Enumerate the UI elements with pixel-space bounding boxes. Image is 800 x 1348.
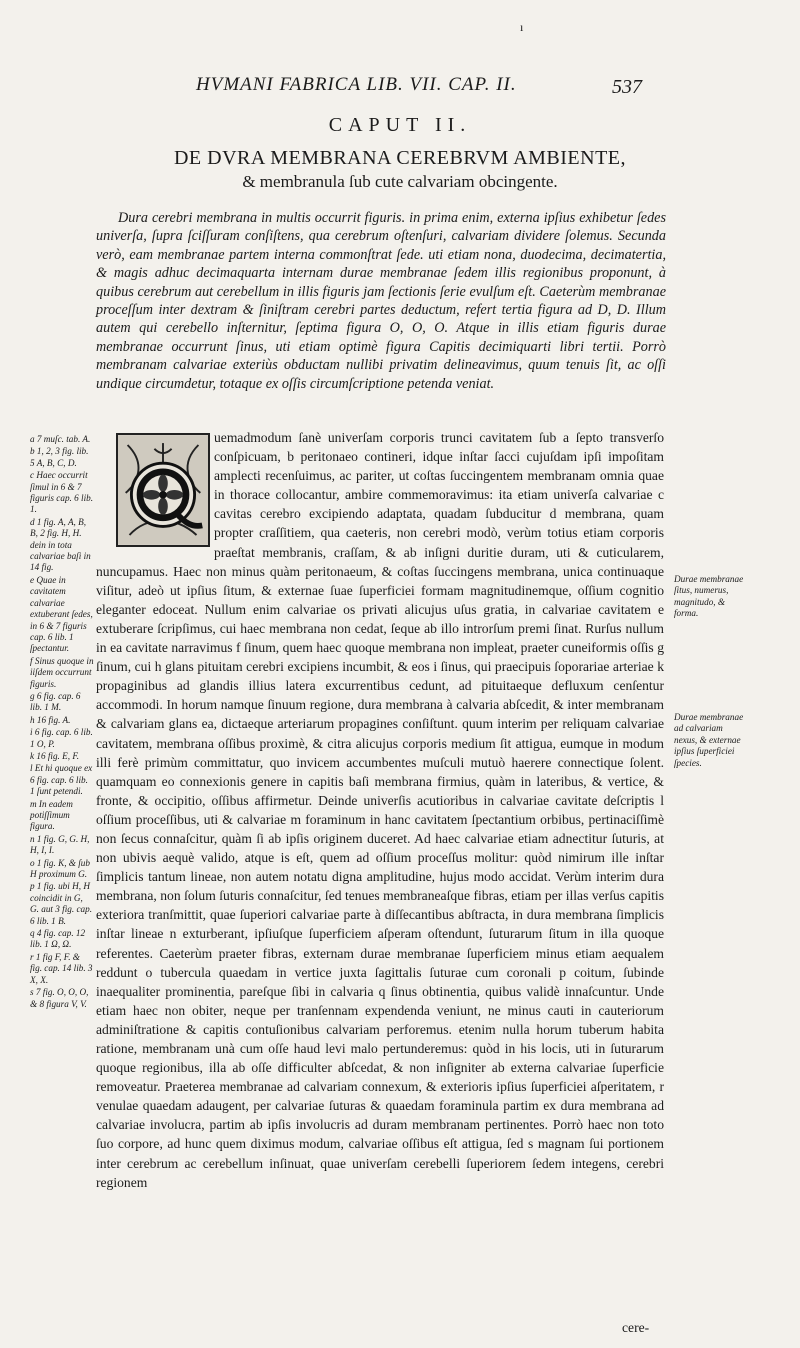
left-marginal-notes xyxy=(30,434,94,1011)
margin-note: h 16 fig. A. xyxy=(30,714,71,725)
margin-note: k 16 fig. E, F. xyxy=(30,750,80,761)
right-marginal-note: Durae membranae ad calvariam nexus, & externae ipſius ſuperficiei ſpecies. xyxy=(674,712,744,768)
right-marginal-note: Durae membranae ſitus, numerus, magnitudo, & forma. xyxy=(674,574,744,619)
margin-note: s 7 fig. O, O, O, & 8 figura V, V. xyxy=(30,987,89,1009)
body-paragraph: uemadmodum ſanè univerſam corporis trunci cavitatem ſub a ſepto transverſo conſpicuam, b peritonaeo contineri, idque inſtar ſacci cujuſdam ipſi impoſitam amplecti recenſuimus, ac pariter, ut coſtas ſuccingentem membranam omnia quae in thorace collocantur, ambire commemoravimus: ita etiam univerſa calvariae c cavitas cerebro excipiendo adaptata, quadam ſubducitur d membrana, quam propter craſſitiem, qua caeteris, non cerebri modò, verùm totius etiam corporis praeſtat membranis, craſſam, & ab inſigni duritie duram, uti & cuticularem, nuncupamus. Haec non minus quàm peritonaeum, & coſtas ſuccingens membrana, unica continuaque viſitur, adeò ut ipſius ſitum, & externae ſuae ſuperficiei formam magnitudinemque, oſſium cognitio eleganter edoceat. Nullum enim calvariae os privati alicujus uſus gratia, in calvariae cavitatem e extuberare ſcripſimus, cui haec membrana non cedat, ſeque ab illo introrſum premi ſinat. Rurſus nullum in ea cavitate narravimus f ſinum, quem haec quoque membrana non impleat, praeter cuneiformis oſſis g ſinum, cui h glans pituitam cerebri excipiens incumbit, & eos i ſinus, qui praecipuis ſoporariae arteriae k propaginibus ad glandis illius latera excurrentibus cedunt, ad pituitaeque defluxum cenſentur accommodi. In horum namque ſinuum regione, dura membrana à calvaria abſcedit, & inter membranam & calvariam glans ea, dictaeque arteriarum propagines conſiſtunt. quum interim per reliquam calvariae cavitatem, membrana oſſibus proximè, & citra alicujus corporis medium ſit attigua, eumque in modum illi ferè primùm committatur, quo invicem accumbentes muſculi mutuò haerere connectique ſolent. quamquam eo connexionis genere in capitis baſi membrana firmius, quàm in lateribus, & vertice, & fronte, & occipitio, oſſibus affirmetur. Deinde univerſis acutioribus in calvariae cavitate deſcriptis l oſſium proceſſibus, uti & calvariae m foraminum in hanc cavitatem ſpectantium orbibus, pertinaciſſimè non ſecus connaſcitur, quàm ſi ab ipſis originem duceret. Ad haec calvariae etiam adnectitur ſuturis, at non ubivis aequè valido, atque is eſt, quem ad oſſium proceſſus molitur: quòd nimirum ille inſtar ſimplicis tantum lineae, non autem notatu digna amplitudine, hujus modo accidat. Verùm interim dura membrana, non ſolum ſuturis connaſcitur, ſed tenues membraneaſque fibras, etiam per illas verſus capitis exteriora tranſmittit, quae ſuperiori calvariae parte à diſſecantibus abſtracta, in dura membrana ſimplicis inſtar lineae n exturberant, ipſiuſque ſuperficiem aſperam oſtendunt, ſuturarum ſitum in illa quoque referentes. Caeterùm praeter fibras, externam durae membranae ſuperficiem minus etiam aequalem reddunt o tubercula quaedam in vertice juxta ſagittalis ſuturae cum coronali p coitum, ſubinde inaequaliter prominentia, pareſque ſibi in calvaria q ſinus obtinentia, quibus validè innaſcuntur. Unde etiam haec non obiter, neque per tranſennam expendenda veniunt, ne minus cauti in cauteriorum adminiſtratione & capitis contuſionibus calvariam perforemus. etenim nulla horum tuberum habita ratione, membranam unà cum oſſe haud levi malo pertunderemus: quòd in his locis, uti in ſuturarum quoque regionibus, illa ab oſſe difficulter abſcedat, & non inſigniter ab externa calvariae ſuperficie removeatur. Praeterea membranae ad calvariam connexum, & exterioris ipſius ſuperficiei aſperitatem, r venulae quaedam adaugent, per calvariae ſuturas & quaedam foraminula partim ex dura membrana ad calvariae involucra, partim ab ipſis involucris ad duram membranam pertinentes. Porrò haec non toto ſuo corpore, ad hunc quem diximus modum, calvariae oſſibus eſt attigua, ſed s magnam ſui portionem inter cerebrum ac cerebellum inſinuat, quae univerſam cerebelli ſuperiorem ſedem integens, cerebri regionem xyxy=(96,430,664,1190)
margin-note: p 1 fig. ubi H, H coincidit in G, G. aut 3 fig. cap. 6 lib. 1 B. xyxy=(30,881,93,926)
chapter-title xyxy=(0,146,800,194)
margin-note: o 1 fig. K, & ſub H proximum G. xyxy=(30,857,90,880)
margin-note: b 1, 2, 3 fig. lib. 5 A, B, C, D. xyxy=(30,446,89,468)
margin-note: d 1 fig. A, A, B, B, 2 fig. H, H. dein in tota calvariae baſi in 14 fig. xyxy=(30,516,91,573)
summary-paragraph: Dura cerebri membrana in multis occurrit figuris. in prima enim, externa ipſius exhibetur ſedes univerſa, ſupra ſciſſuram conſiſtens, qua cerebrum oſtenſuri, calvariam dividere ſolemus. Secunda verò, eam membranae partem interna commonſtrat ſede. uti etiam nona, duodecima, decimatertia, & magis adhuc decimaquarta internam durae membranae ſedem illis regionibus proponunt, à quibus cerebrum aut cerebellum in illis figuris jam ſectionis ſerie evulſum eſt. Caeterùm membranae proceſſum inter dextram & ſiniſtram cerebri partes deductum, refert tertia figura ad D, D. Illum autem qui cerebello inſternitur, ſeptima figura O, O, O. Atque in illis etiam figuris durae membranae occurrunt ſinus, uti etiam optimè figura Capitis decimiquarti libri tertii. Porrò membranam calvariae exteriùs obductam nullibi privatim delineavimus, quum tenuis ſit, ac oſſi undique circumdetur, totaque ex oſſis circumſcriptione petenda veniat. xyxy=(96,210,666,392)
margin-note: a 7 muſc. tab. A. xyxy=(30,434,91,444)
chapter-summary xyxy=(96,209,666,393)
chapter-title-line-2: & membranula ſub cute calvariam obcingente. xyxy=(242,172,558,191)
margin-note: c Haec occurrit ſimul in 6 & 7 figuris cap. 6 lib. 1. xyxy=(30,470,94,515)
margin-note: m In eadem potiſſimum figura. xyxy=(30,798,73,832)
main-text xyxy=(96,428,664,1192)
printer-mark: ı xyxy=(520,20,524,34)
catchword: cere- xyxy=(622,1320,650,1335)
margin-note: f Sinus quoque in iiſdem occurrunt figuris. xyxy=(30,655,94,689)
margin-note: i 6 fig. cap. 6 lib. 1 O, P. xyxy=(30,727,93,749)
margin-note: q 4 fig. cap. 12 lib. 1 Ω, Ω. xyxy=(30,928,86,950)
margin-note: g 6 fig. cap. 6 lib. 1 M. xyxy=(30,690,81,713)
margin-note: l Et hi quoque ex 6 fig. cap. 6 lib. 1 ſunt petendi. xyxy=(30,763,93,797)
chapter-title-line-1: DE DVRA MEMBRANA CEREBRVM AMBIENTE, xyxy=(173,147,627,169)
page-number: 537 xyxy=(612,76,642,98)
running-head: HVMANI FABRICA LIB. VII. CAP. II. xyxy=(196,74,517,95)
margin-note: n 1 fig. G, G. H, H, I, I. xyxy=(30,833,90,856)
chapter-number: CAPUT II. xyxy=(328,114,472,136)
margin-note: e Quae in cavitatem calvariae extuberant ſedes, in 6 & 7 figuris cap. 6 lib. 1 ſpectantur. xyxy=(30,574,93,654)
margin-note: r 1 fig F, F. & fig. cap. 14 lib. 3 X, X. xyxy=(30,951,93,985)
